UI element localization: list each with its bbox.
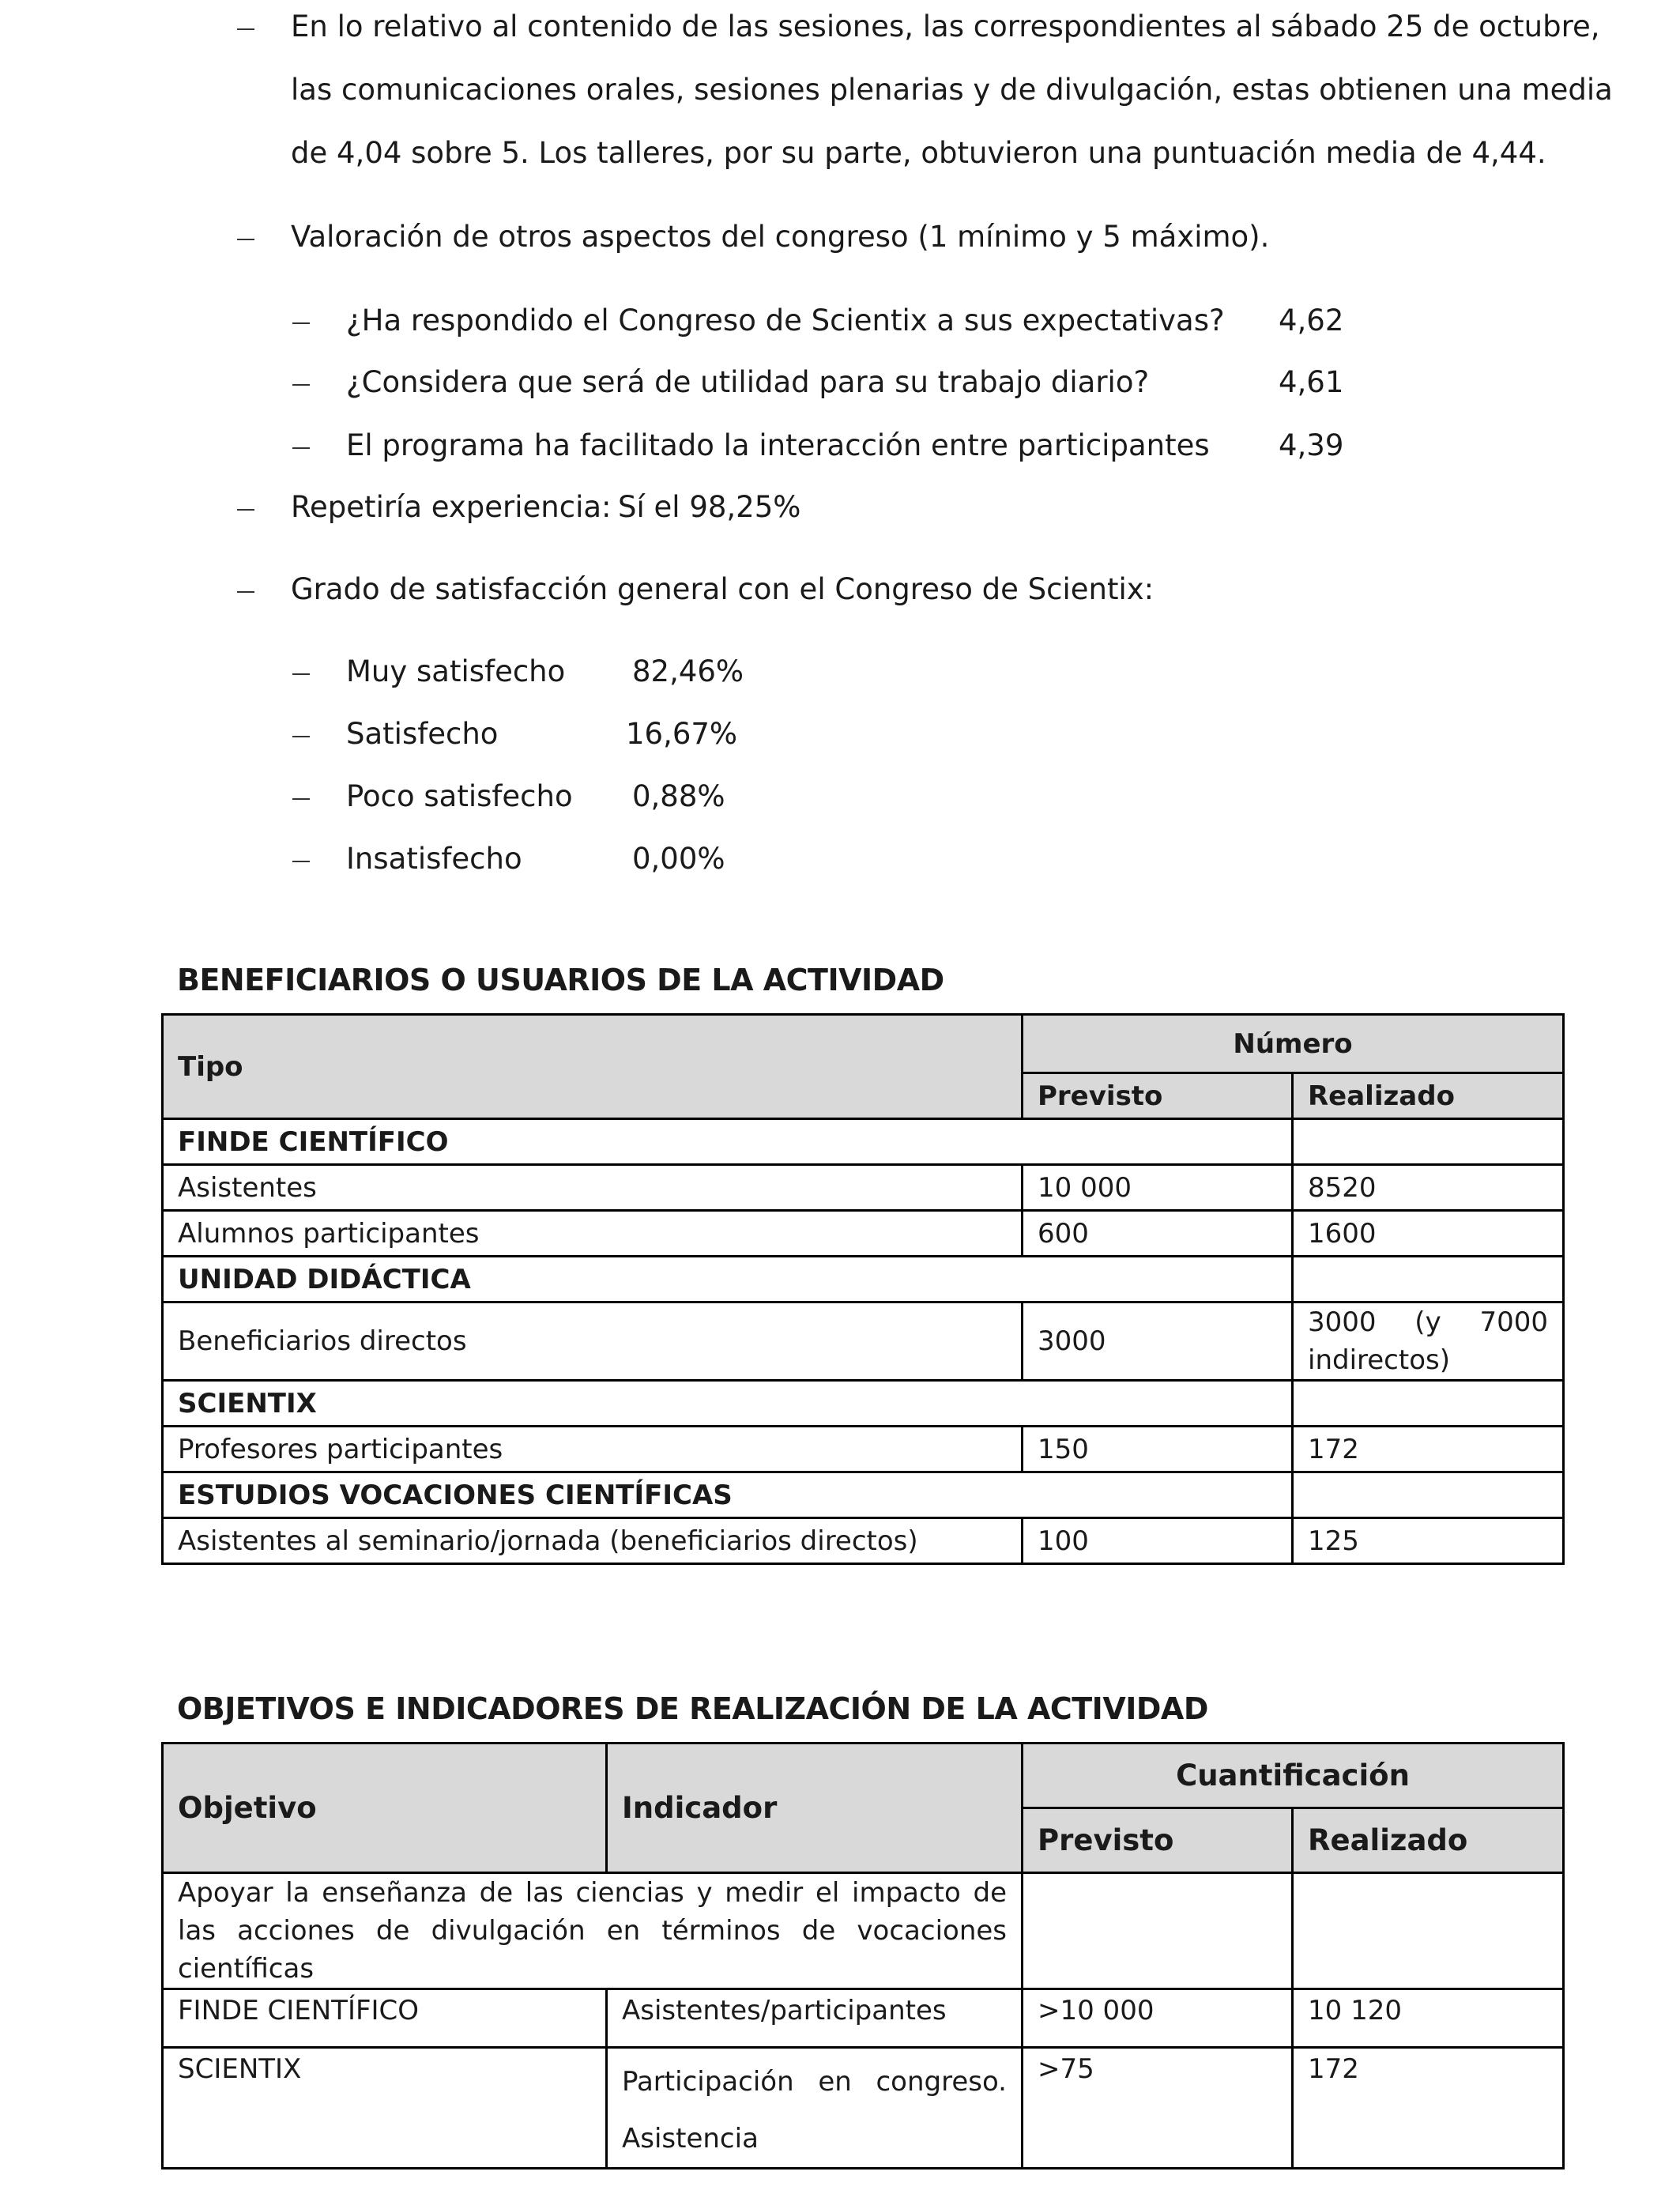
- rating-value: 4,62: [1279, 303, 1344, 337]
- other-aspects-text: Valoración de otros aspectos del congreso (1 mínimo y 5 máximo).: [291, 220, 1270, 254]
- col-header-previsto: Previsto: [1023, 1808, 1293, 1873]
- cell-realizado: 3000 (y 7000 indirectos): [1293, 1302, 1564, 1381]
- rating-value: 4,61: [1279, 365, 1344, 399]
- satisfaction-label: Insatisfecho: [346, 842, 522, 876]
- dash-bullet: [292, 384, 310, 386]
- repeat-label: Repetiría experiencia:: [291, 490, 612, 524]
- empty-cell: [1293, 1873, 1564, 1989]
- empty-cell: [1293, 1472, 1564, 1518]
- cell-tipo: Asistentes: [163, 1165, 1023, 1211]
- dash-bullet: [292, 736, 310, 737]
- cell-realizado: 172: [1293, 2048, 1564, 2169]
- dash-bullet: [292, 673, 310, 675]
- dash-bullet: [237, 509, 254, 511]
- beneficiaries-table: [161, 1013, 1565, 1565]
- general-objective: Apoyar la enseñanza de las ciencias y medir el impacto de las acciones de divulgación en términos de vocaciones científicas: [163, 1873, 1023, 1989]
- col-header-objetivo: Objetivo: [163, 1744, 607, 1873]
- dash-bullet: [237, 28, 254, 30]
- rating-label: ¿Considera que será de utilidad para su trabajo diario?: [346, 365, 1150, 399]
- section-label: SCIENTIX: [163, 1381, 1293, 1427]
- sessions-text-line3: de 4,04 sobre 5. Los talleres, por su parte, obtuvieron una puntuación media de 4,44.: [291, 136, 1546, 170]
- satisfaction-value: 0,00%: [632, 842, 725, 876]
- cell-previsto: 3000: [1023, 1302, 1293, 1381]
- sessions-text-line1: En lo relativo al contenido de las sesiones, las correspondientes al sábado 25 de octubre,: [291, 9, 1600, 43]
- objectives-heading: OBJETIVOS E INDICADORES DE REALIZACIÓN DE LA ACTIVIDAD: [177, 1691, 1208, 1726]
- section-label: UNIDAD DIDÁCTICA: [163, 1257, 1293, 1302]
- objectives-table: [161, 1742, 1565, 2169]
- table-section-row: [163, 1257, 1564, 1302]
- cell-indicador: Participación en congreso. Asistencia: [607, 2048, 1023, 2169]
- col-header-cuantificacion: Cuantificación: [1023, 1744, 1564, 1808]
- table-row: [163, 1211, 1564, 1257]
- dash-bullet: [292, 447, 310, 449]
- satisfaction-title: Grado de satisfacción general con el Congreso de Scientix:: [291, 572, 1155, 606]
- cell-realizado: 125: [1293, 1518, 1564, 1564]
- rating-value: 4,39: [1279, 428, 1344, 462]
- cell-indicador: Asistentes/participantes: [607, 1989, 1023, 2048]
- cell-previsto: >75: [1023, 2048, 1293, 2169]
- table-row: [163, 1989, 1564, 2048]
- cell-realizado: 1600: [1293, 1211, 1564, 1257]
- cell-realizado: 8520: [1293, 1165, 1564, 1211]
- cell-tipo: Asistentes al seminario/jornada (beneficiarios directos): [163, 1518, 1023, 1564]
- col-header-realizado: Realizado: [1293, 1073, 1564, 1119]
- cell-previsto: 10 000: [1023, 1165, 1293, 1211]
- rating-label: El programa ha facilitado la interacción entre participantes: [346, 428, 1210, 462]
- cell-previsto: >10 000: [1023, 1989, 1293, 2048]
- rating-label: ¿Ha respondido el Congreso de Scientix a sus expectativas?: [346, 303, 1225, 337]
- dash-bullet: [292, 861, 310, 862]
- satisfaction-label: Poco satisfecho: [346, 779, 573, 813]
- sessions-text-line2: las comunicaciones orales, sesiones plenarias y de divulgación, estas obtienen una media: [291, 73, 1613, 107]
- table-section-row: [163, 1381, 1564, 1427]
- empty-cell: [1293, 1119, 1564, 1165]
- dash-bullet: [237, 239, 254, 240]
- table-row: [163, 2048, 1564, 2169]
- table-row: [163, 1427, 1564, 1472]
- table-section-row: [163, 1472, 1564, 1518]
- empty-cell: [1293, 1257, 1564, 1302]
- col-header-previsto: Previsto: [1023, 1073, 1293, 1119]
- satisfaction-label: Muy satisfecho: [346, 654, 566, 688]
- empty-cell: [1023, 1873, 1293, 1989]
- satisfaction-value: 16,67%: [626, 717, 738, 751]
- dash-bullet: [292, 322, 310, 324]
- repeat-value: Sí el 98,25%: [618, 490, 801, 524]
- beneficiaries-heading: BENEFICIARIOS O USUARIOS DE LA ACTIVIDAD: [177, 963, 944, 997]
- dash-bullet: [237, 591, 254, 593]
- col-header-realizado: Realizado: [1293, 1808, 1564, 1873]
- cell-realizado: 172: [1293, 1427, 1564, 1472]
- cell-tipo: Alumnos participantes: [163, 1211, 1023, 1257]
- satisfaction-value: 0,88%: [632, 779, 725, 813]
- dash-bullet: [292, 798, 310, 800]
- table-row: [163, 1873, 1564, 1989]
- table-row: [163, 1302, 1564, 1381]
- col-header-tipo: Tipo: [163, 1015, 1023, 1119]
- empty-cell: [1293, 1381, 1564, 1427]
- section-label: ESTUDIOS VOCACIONES CIENTÍFICAS: [163, 1472, 1293, 1518]
- cell-objetivo: FINDE CIENTÍFICO: [163, 1989, 607, 2048]
- cell-previsto: 150: [1023, 1427, 1293, 1472]
- col-header-indicador: Indicador: [607, 1744, 1023, 1873]
- table-row: [163, 1518, 1564, 1564]
- satisfaction-value: 82,46%: [632, 654, 744, 688]
- cell-tipo: Profesores participantes: [163, 1427, 1023, 1472]
- table-row: [163, 1165, 1564, 1211]
- cell-previsto: 600: [1023, 1211, 1293, 1257]
- cell-objetivo: SCIENTIX: [163, 2048, 607, 2169]
- section-label: FINDE CIENTÍFICO: [163, 1119, 1293, 1165]
- cell-tipo: Beneficiarios directos: [163, 1302, 1023, 1381]
- col-header-numero: Número: [1023, 1015, 1564, 1073]
- table-section-row: [163, 1119, 1564, 1165]
- cell-realizado: 10 120: [1293, 1989, 1564, 2048]
- cell-previsto: 100: [1023, 1518, 1293, 1564]
- satisfaction-label: Satisfecho: [346, 717, 499, 751]
